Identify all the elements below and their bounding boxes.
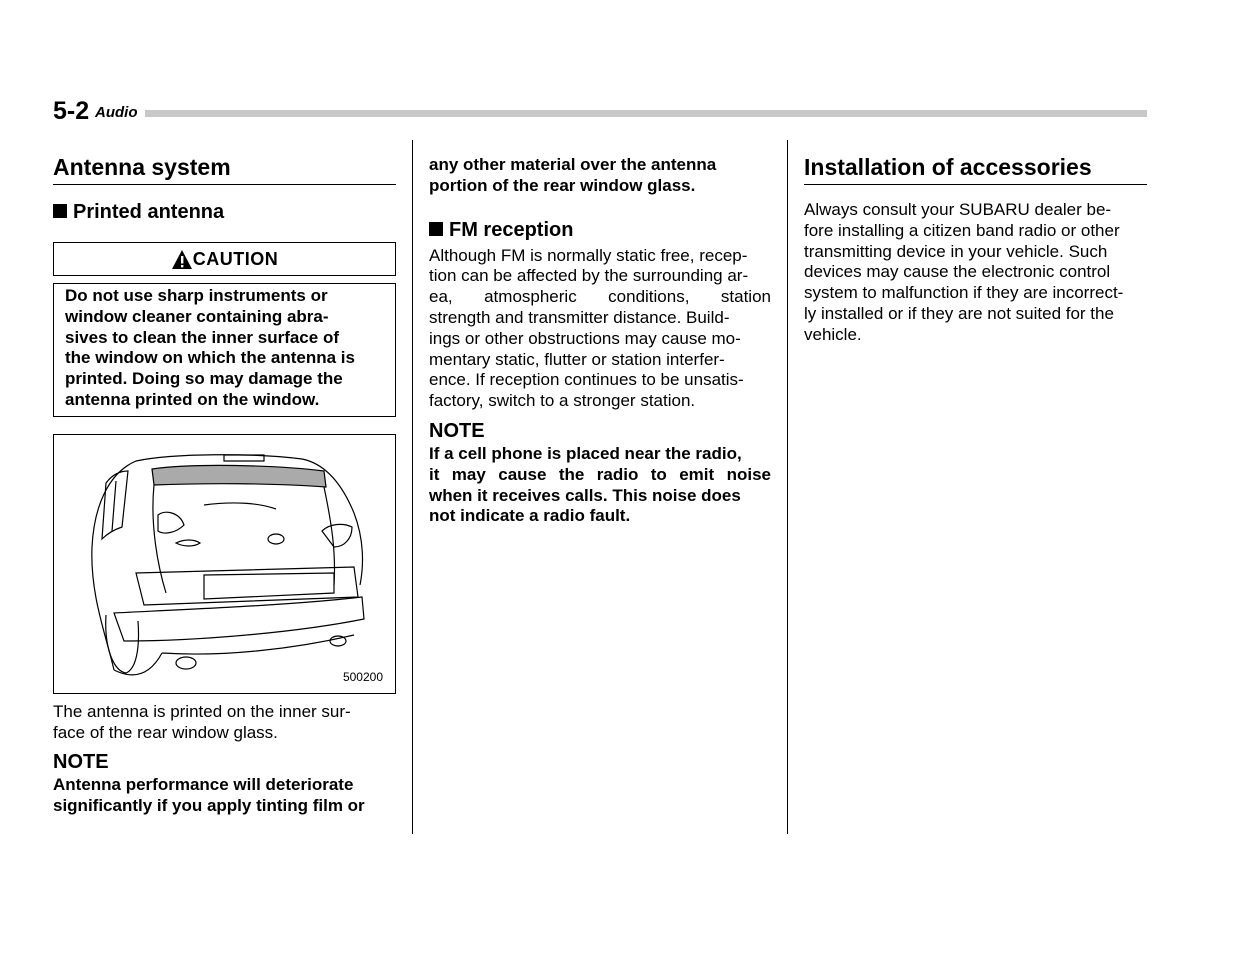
note-heading: NOTE — [53, 751, 109, 774]
note-line: any other material over the antenna — [429, 155, 717, 174]
subheading-text: FM reception — [449, 218, 574, 241]
caution-box — [53, 283, 396, 417]
car-rear-illustration — [54, 435, 395, 693]
body-line: ly installed or if they are not suited for the — [804, 303, 1114, 323]
body-line: ence. If reception continues to be unsatis- — [429, 370, 744, 390]
warning-triangle-icon — [171, 249, 193, 270]
column-divider-2 — [787, 140, 788, 834]
column-divider-1 — [412, 140, 413, 834]
column-1 — [53, 140, 396, 817]
body-line: ea, atmospheric conditions, station — [429, 287, 771, 307]
column-2 — [429, 140, 771, 527]
note-continuation — [429, 155, 771, 197]
caution-line: window cleaner containing abra- — [65, 306, 329, 326]
section-title: Audio — [95, 104, 138, 121]
accessories-text — [804, 200, 1147, 346]
body-line: devices may cause the electronic control — [804, 262, 1111, 282]
body-line: vehicle. — [804, 324, 862, 344]
column-3 — [804, 140, 1147, 346]
body-line: factory, switch to a stronger station. — [429, 391, 696, 411]
figure-code: 500200 — [342, 669, 383, 684]
fm-reception-subheading — [429, 217, 771, 243]
note-line: Antenna performance will deteriorate — [53, 775, 354, 795]
body-line: system to malfunction if they are incorrect- — [804, 283, 1124, 303]
rear-window-antenna-figure — [53, 434, 396, 694]
square-bullet-icon — [429, 222, 443, 236]
body-line: fore installing a citizen band radio or other — [804, 220, 1120, 240]
note-line: not indicate a radio fault. — [429, 506, 631, 526]
caution-line: antenna printed on the window. — [65, 389, 320, 409]
note-line: it may cause the radio to emit noise — [429, 464, 771, 484]
body-line: Although FM is normally static free, recep- — [429, 245, 748, 265]
body-line: strength and transmitter distance. Build- — [429, 307, 730, 327]
caution-line: the window on which the antenna is — [65, 348, 355, 368]
note-text — [429, 444, 771, 527]
note-line: portion of the rear window glass. — [429, 175, 696, 195]
body-line: tion can be affected by the surrounding ar- — [429, 266, 749, 286]
caution-line: Do not use sharp instruments or — [65, 286, 328, 305]
antenna-description — [53, 702, 396, 744]
printed-antenna-subheading — [53, 199, 396, 225]
note-line: If a cell phone is placed near the radio, — [429, 443, 742, 463]
body-line: Always consult your SUBARU dealer be- — [804, 200, 1112, 219]
caution-label: CAUTION — [192, 248, 279, 269]
square-bullet-icon — [53, 204, 67, 218]
body-line: mentary static, flutter or station interfer- — [429, 349, 725, 369]
fm-reception-text — [429, 246, 771, 412]
installation-accessories-heading: Installation of accessories — [804, 153, 1147, 185]
subheading-text: Printed antenna — [73, 201, 225, 223]
body-line: face of the rear window glass. — [53, 722, 278, 742]
body-line: transmitting device in your vehicle. Such — [804, 241, 1108, 261]
caution-line: printed. Doing so may damage the — [65, 369, 343, 389]
body-line: ings or other obstructions may cause mo- — [429, 328, 741, 348]
page-number: 5-2 — [53, 97, 90, 125]
note-text — [53, 775, 396, 817]
note-line: significantly if you apply tinting film or — [53, 796, 365, 816]
body-line: The antenna is printed on the inner sur- — [53, 701, 351, 721]
note-heading: NOTE — [429, 419, 485, 442]
antenna-system-heading: Antenna system — [53, 153, 396, 185]
note-line: when it receives calls. This noise does — [429, 485, 741, 505]
header-rule — [145, 110, 1147, 117]
caution-header — [53, 242, 396, 276]
caution-line: sives to clean the inner surface of — [65, 327, 339, 347]
